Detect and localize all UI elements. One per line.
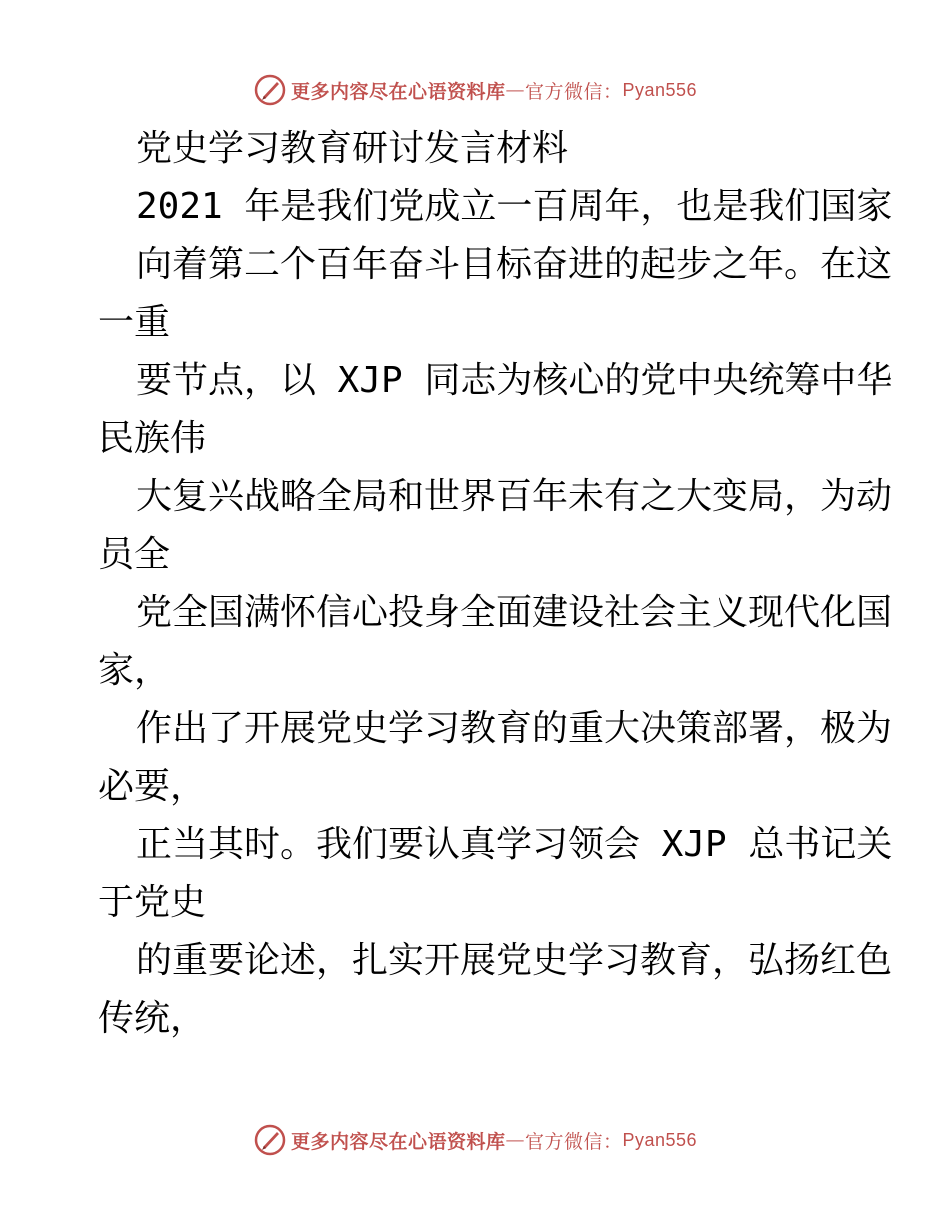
document-title: 党史学习教育研讨发言材料 (136, 128, 569, 169)
footer-watermark (0, 1122, 950, 1158)
watermark-prefix: 更多内容尽在心语资料库 (290, 1130, 506, 1153)
quill-pen-circle-icon (253, 73, 287, 107)
watermark-wechat-label: 官方微信： (524, 1130, 623, 1153)
text-line: 员全 (98, 534, 171, 575)
text-line: 于党史 (98, 882, 207, 923)
quill-pen-circle-icon (253, 1123, 287, 1157)
watermark-wechat-id: Pyan556 (622, 1129, 698, 1150)
text-line: 传统， (98, 998, 207, 1039)
watermark-prefix: 更多内容尽在心语资料库 (290, 80, 506, 103)
text-line: 民族伟 (98, 418, 207, 459)
text-line: 要节点，以 XJP 同志为核心的党中央统筹中华 (136, 360, 893, 401)
text-line: 作出了开展党史学习教育的重大决策部署，极为 (136, 708, 893, 749)
watermark-wechat-id: Pyan556 (622, 79, 698, 100)
text-line: 必要， (98, 766, 207, 807)
text-line: 家， (98, 650, 171, 691)
text-line: 大复兴战略全局和世界百年未有之大变局，为动 (136, 476, 893, 517)
text-line: 向着第二个百年奋斗目标奋进的起步之年。在这 (136, 244, 893, 285)
watermark-separator: — (505, 79, 525, 101)
watermark-wechat-label: 官方微信： (524, 80, 623, 103)
watermark-separator: — (505, 1129, 525, 1151)
text-line: 的重要论述，扎实开展党史学习教育，弘扬红色 (136, 940, 893, 981)
text-line: 党全国满怀信心投身全面建设社会主义现代化国 (136, 592, 893, 633)
header-watermark (0, 72, 950, 108)
text-line: 2021 年是我们党成立一百周年，也是我们国家 (136, 186, 893, 227)
text-line: 一重 (98, 302, 171, 343)
document-body (0, 120, 950, 1048)
text-line: 正当其时。我们要认真学习领会 XJP 总书记关 (136, 824, 893, 865)
